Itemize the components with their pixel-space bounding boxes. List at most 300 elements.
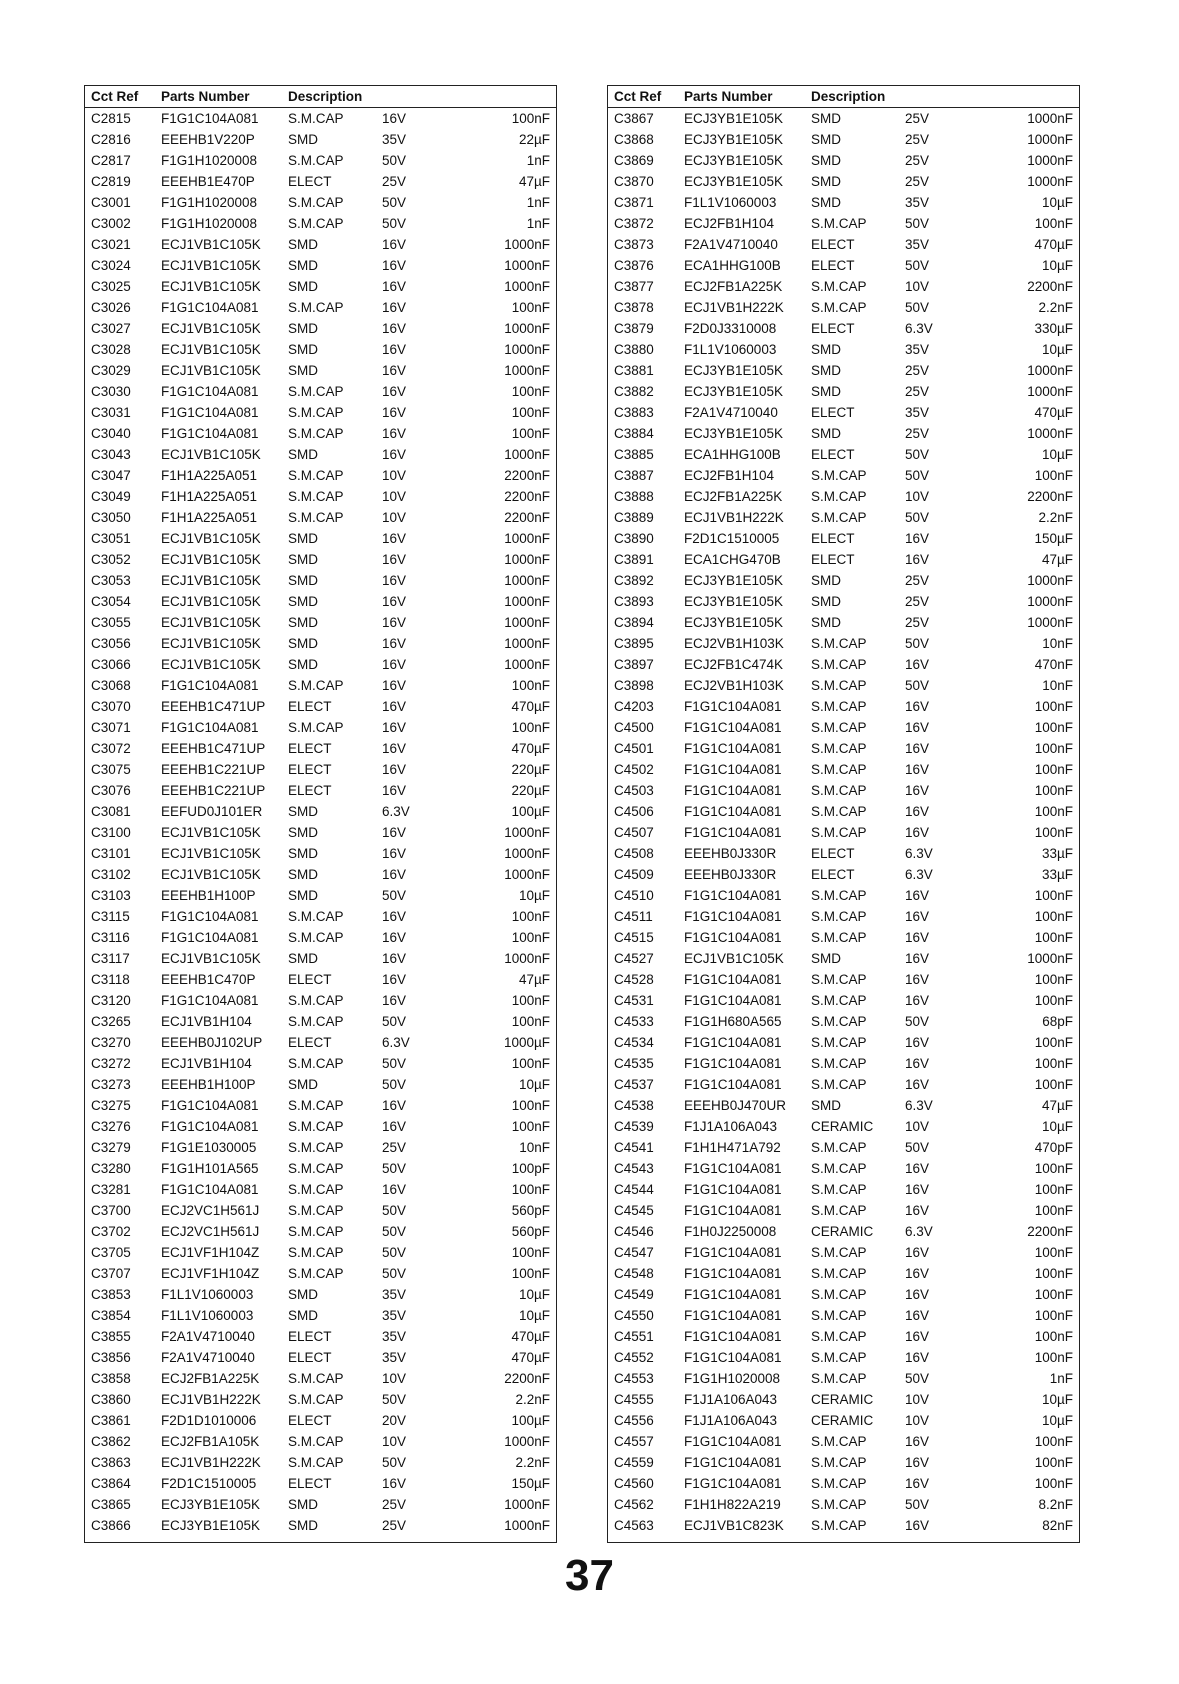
parts-number-cell: F1G1C104A081	[684, 972, 782, 987]
table-row	[85, 1389, 556, 1410]
table-row	[608, 171, 1079, 192]
cct-ref-cell: C4560	[614, 1476, 654, 1491]
voltage-cell: 16V	[382, 363, 407, 378]
type-cell: SMD	[288, 279, 318, 294]
cct-ref-cell: C2819	[91, 174, 131, 189]
table-row	[608, 759, 1079, 780]
parts-number-cell: F1L1V1060003	[161, 1308, 254, 1323]
parts-number-cell: F1G1H1020008	[684, 1371, 781, 1386]
parts-number-cell: F1G1C104A081	[684, 1266, 782, 1281]
parts-number-cell: EEFUD0J101ER	[161, 804, 263, 819]
parts-number-cell: ECJ3YB1E105K	[684, 132, 784, 147]
value-cell: 22µF	[518, 132, 550, 147]
voltage-cell: 35V	[905, 342, 930, 357]
table-row	[85, 402, 556, 423]
table-row	[85, 738, 556, 759]
type-cell: SMD	[288, 132, 318, 147]
parts-number-cell: EEEHB1C221UP	[161, 783, 266, 798]
value-cell: 150µF	[1034, 531, 1073, 546]
parts-number-cell: EEEHB0J470UR	[684, 1098, 787, 1113]
value-cell: 1000nF	[504, 363, 550, 378]
cct-ref-cell: C4203	[614, 699, 654, 714]
cct-ref-cell: C3030	[91, 384, 131, 399]
parts-number-cell: ECJ3YB1E105K	[684, 153, 784, 168]
table-row	[85, 1095, 556, 1116]
cct-ref-cell: C3053	[91, 573, 131, 588]
table-row	[608, 339, 1079, 360]
voltage-cell: 25V	[905, 594, 930, 609]
table-row	[85, 1053, 556, 1074]
parts-number-cell: F1L1V1060003	[684, 342, 777, 357]
parts-number-cell: ECJ2VB1H103K	[684, 678, 784, 693]
cct-ref-cell: C3051	[91, 531, 131, 546]
cct-ref-cell: C3700	[91, 1203, 131, 1218]
cct-ref-cell: C3707	[91, 1266, 131, 1281]
table-row	[85, 1011, 556, 1032]
voltage-cell: 16V	[905, 552, 930, 567]
voltage-cell: 16V	[382, 279, 407, 294]
voltage-cell: 25V	[905, 384, 930, 399]
parts-number-cell: F1G1C104A081	[161, 930, 259, 945]
cct-ref-cell: C4549	[614, 1287, 654, 1302]
voltage-cell: 16V	[905, 888, 930, 903]
table-row	[608, 1242, 1079, 1263]
table-row	[85, 1494, 556, 1515]
parts-number-cell: F1G1C104A081	[684, 1308, 782, 1323]
value-cell: 10µF	[1041, 195, 1073, 210]
parts-number-cell: F1G1C104A081	[684, 720, 782, 735]
voltage-cell: 6.3V	[905, 867, 933, 882]
type-cell: SMD	[811, 573, 841, 588]
type-cell: S.M.CAP	[288, 216, 344, 231]
table-body	[608, 108, 1079, 1543]
type-cell: S.M.CAP	[288, 300, 344, 315]
type-cell: ELECT	[811, 531, 855, 546]
value-cell: 82nF	[1042, 1518, 1073, 1533]
type-cell: S.M.CAP	[811, 1077, 867, 1092]
parts-number-cell: ECJ1VF1H104Z	[161, 1266, 260, 1281]
parts-number-cell: F1G1C104A081	[161, 426, 259, 441]
parts-number-cell: ECJ1VB1C105K	[161, 867, 261, 882]
cct-ref-cell: C3858	[91, 1371, 131, 1386]
table-row	[608, 801, 1079, 822]
type-cell: ELECT	[288, 699, 332, 714]
parts-number-cell: F1G1C104A081	[684, 1329, 782, 1344]
cct-ref-cell: C4503	[614, 783, 654, 798]
type-cell: CERAMIC	[811, 1413, 874, 1428]
parts-number-cell: ECJ2FB1C474K	[684, 657, 784, 672]
cct-ref-cell: C4548	[614, 1266, 654, 1281]
value-cell: 470nF	[1034, 657, 1073, 672]
type-cell: S.M.CAP	[811, 930, 867, 945]
type-cell: SMD	[288, 951, 318, 966]
parts-number-cell: F1G1C104A081	[684, 909, 782, 924]
cct-ref-cell: C4550	[614, 1308, 654, 1323]
value-cell: 100nF	[1034, 1161, 1073, 1176]
type-cell: ELECT	[288, 783, 332, 798]
voltage-cell: 50V	[905, 636, 930, 651]
type-cell: ELECT	[811, 846, 855, 861]
cct-ref-cell: C3281	[91, 1182, 131, 1197]
value-cell: 100nF	[511, 1098, 550, 1113]
value-cell: 2200nF	[1027, 279, 1073, 294]
cct-ref-cell: C4541	[614, 1140, 654, 1155]
cct-ref-cell: C3863	[91, 1455, 131, 1470]
type-cell: SMD	[288, 1518, 318, 1533]
value-cell: 100nF	[511, 384, 550, 399]
parts-number-cell: F1L1V1060003	[161, 1287, 254, 1302]
parts-number-cell: F1G1C104A081	[684, 741, 782, 756]
type-cell: S.M.CAP	[288, 405, 344, 420]
type-cell: S.M.CAP	[811, 279, 867, 294]
parts-number-cell: ECJ2FB1H104	[684, 468, 775, 483]
type-cell: S.M.CAP	[811, 300, 867, 315]
cct-ref-cell: C4531	[614, 993, 654, 1008]
value-cell: 100nF	[1034, 825, 1073, 840]
table-bottom-padding	[85, 1536, 556, 1542]
table-row	[608, 864, 1079, 885]
voltage-cell: 16V	[382, 384, 407, 399]
value-cell: 1000nF	[504, 552, 550, 567]
cct-ref-cell: C2817	[91, 153, 131, 168]
cct-ref-cell: C4539	[614, 1119, 654, 1134]
voltage-cell: 16V	[905, 1350, 930, 1365]
parts-number-cell: EEEHB0J330R	[684, 867, 777, 882]
cct-ref-cell: C3892	[614, 573, 654, 588]
voltage-cell: 16V	[382, 447, 407, 462]
parts-number-cell: F2A1V4710040	[684, 405, 778, 420]
cct-ref-cell: C3894	[614, 615, 654, 630]
table-row	[608, 1368, 1079, 1389]
type-cell: S.M.CAP	[288, 909, 344, 924]
value-cell: 100nF	[511, 1056, 550, 1071]
voltage-cell: 16V	[905, 804, 930, 819]
parts-number-cell: F1G1C104A081	[684, 699, 782, 714]
voltage-cell: 16V	[382, 552, 407, 567]
parts-number-cell: EEEHB1H100P	[161, 1077, 256, 1092]
table-row	[85, 1137, 556, 1158]
parts-number-cell: ECA1CHG470B	[684, 552, 781, 567]
voltage-cell: 25V	[905, 363, 930, 378]
table-row	[608, 738, 1079, 759]
cct-ref-cell: C3856	[91, 1350, 131, 1365]
voltage-cell: 6.3V	[382, 1035, 410, 1050]
parts-number-cell: F1G1C104A081	[161, 909, 259, 924]
cct-ref-cell: C3279	[91, 1140, 131, 1155]
value-cell: 33µF	[1041, 846, 1073, 861]
type-cell: S.M.CAP	[811, 1518, 867, 1533]
table-row	[608, 234, 1079, 255]
voltage-cell: 16V	[382, 993, 407, 1008]
parts-number-cell: ECJ3YB1E105K	[684, 615, 784, 630]
table-row	[608, 1221, 1079, 1242]
cct-ref-cell: C3055	[91, 615, 131, 630]
voltage-cell: 6.3V	[382, 804, 410, 819]
value-cell: 1000nF	[504, 594, 550, 609]
table-row	[608, 1158, 1079, 1179]
parts-number-cell: ECJ3YB1E105K	[684, 174, 784, 189]
table-row	[608, 150, 1079, 171]
value-cell: 100nF	[1034, 783, 1073, 798]
parts-number-cell: F1G1C104A081	[684, 1476, 782, 1491]
table-row	[608, 1074, 1079, 1095]
voltage-cell: 16V	[382, 972, 407, 987]
type-cell: SMD	[288, 258, 318, 273]
table-row	[608, 129, 1079, 150]
parts-number-cell: F1G1C104A081	[684, 1245, 782, 1260]
voltage-cell: 10V	[382, 510, 407, 525]
cct-ref-cell: C3052	[91, 552, 131, 567]
voltage-cell: 16V	[905, 1455, 930, 1470]
value-cell: 470µF	[1034, 405, 1073, 420]
parts-number-cell: F1G1C104A081	[684, 1287, 782, 1302]
table-row	[85, 717, 556, 738]
cct-ref-cell: C3021	[91, 237, 131, 252]
voltage-cell: 25V	[905, 573, 930, 588]
type-cell: SMD	[288, 1287, 318, 1302]
table-row	[608, 675, 1079, 696]
voltage-cell: 16V	[905, 1476, 930, 1491]
parts-number-cell: F1G1C104A081	[161, 405, 259, 420]
voltage-cell: 10V	[905, 279, 930, 294]
cct-ref-cell: C3860	[91, 1392, 131, 1407]
table-row	[608, 1200, 1079, 1221]
value-cell: 100nF	[511, 993, 550, 1008]
cct-ref-cell: C3070	[91, 699, 131, 714]
voltage-cell: 16V	[382, 825, 407, 840]
type-cell: SMD	[288, 636, 318, 651]
header-description: Description	[288, 89, 363, 104]
voltage-cell: 50V	[382, 1161, 407, 1176]
parts-number-cell: F1L1V1060003	[684, 195, 777, 210]
parts-number-cell: F1H1A225A051	[161, 489, 258, 504]
table-row	[608, 570, 1079, 591]
value-cell: 100nF	[511, 426, 550, 441]
table-row	[85, 822, 556, 843]
parts-number-cell: F1G1C104A081	[684, 1203, 782, 1218]
type-cell: S.M.CAP	[288, 1098, 344, 1113]
type-cell: S.M.CAP	[288, 1056, 344, 1071]
cct-ref-cell: C3877	[614, 279, 654, 294]
voltage-cell: 35V	[905, 237, 930, 252]
cct-ref-cell: C3866	[91, 1518, 131, 1533]
cct-ref-cell: C3071	[91, 720, 131, 735]
value-cell: 1000nF	[504, 1497, 550, 1512]
cct-ref-cell: C3028	[91, 342, 131, 357]
table-row	[85, 1158, 556, 1179]
parts-number-cell: F1G1H1020008	[161, 195, 258, 210]
value-cell: 100nF	[1034, 720, 1073, 735]
cct-ref-cell: C4551	[614, 1329, 654, 1344]
parts-number-cell: EEEHB1C221UP	[161, 762, 266, 777]
cct-ref-cell: C3865	[91, 1497, 131, 1512]
table-row	[85, 864, 556, 885]
voltage-cell: 20V	[382, 1413, 407, 1428]
cct-ref-cell: C3054	[91, 594, 131, 609]
parts-number-cell: F1H0J2250008	[684, 1224, 777, 1239]
value-cell: 1000nF	[1027, 111, 1073, 126]
parts-number-cell: F1G1C104A081	[161, 1098, 259, 1113]
voltage-cell: 16V	[382, 951, 407, 966]
type-cell: S.M.CAP	[811, 1140, 867, 1155]
table-row	[85, 1032, 556, 1053]
cct-ref-cell: C4501	[614, 741, 654, 756]
voltage-cell: 16V	[382, 1098, 407, 1113]
parts-number-cell: ECJ1VB1C105K	[684, 951, 784, 966]
parts-number-cell: F1G1C104A081	[684, 930, 782, 945]
value-cell: 100nF	[1034, 930, 1073, 945]
cct-ref-cell: C4507	[614, 825, 654, 840]
type-cell: ELECT	[288, 741, 332, 756]
parts-number-cell: F1G1C104A081	[161, 300, 259, 315]
voltage-cell: 16V	[905, 909, 930, 924]
table-row	[85, 549, 556, 570]
table-row	[608, 1452, 1079, 1473]
parts-table-left	[84, 85, 557, 1543]
value-cell: 1000nF	[504, 258, 550, 273]
parts-number-cell: ECJ1VB1C105K	[161, 825, 261, 840]
parts-number-cell: F1H1A225A051	[161, 510, 258, 525]
table-row	[85, 1410, 556, 1431]
parts-number-cell: F1G1C104A081	[161, 720, 259, 735]
type-cell: SMD	[811, 951, 841, 966]
cct-ref-cell: C3101	[91, 846, 131, 861]
table-row	[608, 696, 1079, 717]
table-row	[608, 927, 1079, 948]
value-cell: 47µF	[518, 174, 550, 189]
value-cell: 2200nF	[1027, 1224, 1073, 1239]
value-cell: 1000nF	[504, 825, 550, 840]
value-cell: 100nF	[511, 930, 550, 945]
type-cell: S.M.CAP	[288, 930, 344, 945]
type-cell: SMD	[811, 384, 841, 399]
value-cell: 1nF	[526, 195, 550, 210]
voltage-cell: 16V	[382, 321, 407, 336]
parts-number-cell: ECJ2VB1H103K	[684, 636, 784, 651]
parts-number-cell: F1G1C104A081	[161, 1119, 259, 1134]
table-row	[85, 1116, 556, 1137]
header-parts-number: Parts Number	[684, 89, 773, 104]
voltage-cell: 16V	[382, 1476, 407, 1491]
value-cell: 100nF	[1034, 1182, 1073, 1197]
voltage-cell: 50V	[382, 1266, 407, 1281]
table-row	[85, 192, 556, 213]
table-row	[85, 612, 556, 633]
voltage-cell: 16V	[905, 699, 930, 714]
type-cell: SMD	[811, 594, 841, 609]
voltage-cell: 16V	[382, 657, 407, 672]
value-cell: 100nF	[1034, 909, 1073, 924]
table-row	[85, 654, 556, 675]
type-cell: S.M.CAP	[811, 216, 867, 231]
table-row	[608, 633, 1079, 654]
parts-number-cell: ECJ3YB1E105K	[684, 384, 784, 399]
cct-ref-cell: C3102	[91, 867, 131, 882]
cct-ref-cell: C3031	[91, 405, 131, 420]
cct-ref-cell: C3878	[614, 300, 654, 315]
type-cell: S.M.CAP	[288, 1119, 344, 1134]
parts-number-cell: ECJ1VB1C105K	[161, 636, 261, 651]
value-cell: 1000nF	[1027, 363, 1073, 378]
parts-number-cell: ECJ1VB1C105K	[161, 846, 261, 861]
type-cell: SMD	[288, 321, 318, 336]
cct-ref-cell: C3265	[91, 1014, 131, 1029]
cct-ref-cell: C4546	[614, 1224, 654, 1239]
type-cell: S.M.CAP	[288, 1224, 344, 1239]
voltage-cell: 25V	[905, 153, 930, 168]
value-cell: 1000nF	[1027, 573, 1073, 588]
parts-number-cell: F1G1C104A081	[161, 678, 259, 693]
type-cell: S.M.CAP	[288, 111, 344, 126]
type-cell: S.M.CAP	[288, 468, 344, 483]
voltage-cell: 50V	[382, 195, 407, 210]
type-cell: S.M.CAP	[288, 1245, 344, 1260]
value-cell: 100nF	[1034, 993, 1073, 1008]
value-cell: 100nF	[1034, 762, 1073, 777]
parts-number-cell: ECJ1VB1C105K	[161, 552, 261, 567]
value-cell: 1000nF	[504, 1434, 550, 1449]
type-cell: SMD	[811, 153, 841, 168]
table-row	[608, 528, 1079, 549]
table-row	[608, 990, 1079, 1011]
parts-number-cell: F1G1C104A081	[684, 1455, 782, 1470]
value-cell: 100nF	[1034, 1203, 1073, 1218]
cct-ref-cell: C3873	[614, 237, 654, 252]
voltage-cell: 50V	[905, 1140, 930, 1155]
voltage-cell: 16V	[905, 762, 930, 777]
type-cell: ELECT	[288, 1413, 332, 1428]
parts-number-cell: ECJ1VB1C105K	[161, 573, 261, 588]
type-cell: SMD	[288, 363, 318, 378]
voltage-cell: 50V	[905, 510, 930, 525]
value-cell: 2200nF	[504, 489, 550, 504]
cct-ref-cell: C4527	[614, 951, 654, 966]
value-cell: 1000nF	[504, 1518, 550, 1533]
cct-ref-cell: C3893	[614, 594, 654, 609]
type-cell: S.M.CAP	[811, 720, 867, 735]
type-cell: ELECT	[288, 1329, 332, 1344]
parts-number-cell: EEEHB1C471UP	[161, 699, 266, 714]
value-cell: 68pF	[1042, 1014, 1073, 1029]
type-cell: S.M.CAP	[811, 636, 867, 651]
voltage-cell: 50V	[382, 1203, 407, 1218]
voltage-cell: 16V	[382, 1119, 407, 1134]
cct-ref-cell: C3876	[614, 258, 654, 273]
value-cell: 100nF	[511, 720, 550, 735]
cct-ref-cell: C3100	[91, 825, 131, 840]
voltage-cell: 10V	[382, 1434, 407, 1449]
table-row	[608, 1011, 1079, 1032]
voltage-cell: 16V	[382, 573, 407, 588]
type-cell: S.M.CAP	[811, 1455, 867, 1470]
value-cell: 1000nF	[1027, 594, 1073, 609]
value-cell: 100pF	[511, 1161, 550, 1176]
voltage-cell: 6.3V	[905, 846, 933, 861]
voltage-cell: 16V	[905, 1035, 930, 1050]
type-cell: ELECT	[288, 174, 332, 189]
voltage-cell: 35V	[382, 1287, 407, 1302]
cct-ref-cell: C3081	[91, 804, 131, 819]
value-cell: 1000nF	[504, 657, 550, 672]
value-cell: 100nF	[511, 111, 550, 126]
type-cell: ELECT	[811, 258, 855, 273]
table-row	[608, 465, 1079, 486]
table-row	[85, 927, 556, 948]
table-row	[85, 465, 556, 486]
voltage-cell: 10V	[382, 1371, 407, 1386]
type-cell: S.M.CAP	[811, 1203, 867, 1218]
table-row	[608, 213, 1079, 234]
